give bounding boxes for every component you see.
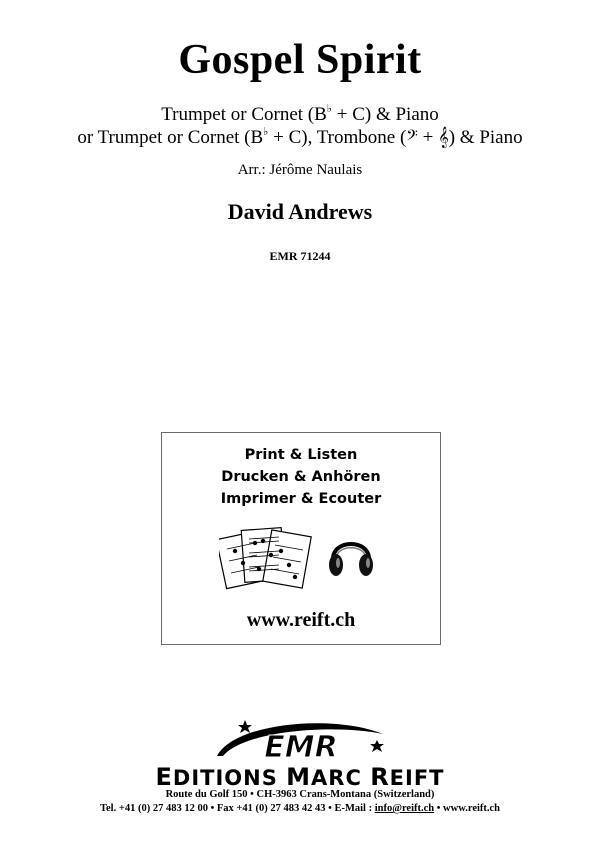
print-listen-url[interactable]: www.reift.ch <box>246 609 356 631</box>
instrumentation-text: Trumpet or Cornet (B <box>161 104 327 125</box>
page-title: Gospel Spirit <box>178 37 422 83</box>
contact-text: • www.reift.ch <box>434 803 501 814</box>
publisher-name <box>0 763 600 791</box>
instrumentation-text: or Trumpet or Cornet (B <box>77 127 264 148</box>
emr-logo <box>205 716 395 764</box>
contact-text: Tel. +41 (0) 27 483 12 00 • Fax +41 (0) 27 483 42 43 • E-Mail : <box>99 803 375 814</box>
print-listen-label-de: Drucken & Anhören <box>221 469 381 485</box>
logo-text: EMR <box>264 730 338 764</box>
publisher-name-part: ARC <box>311 766 371 790</box>
headphones-icon <box>327 529 375 579</box>
sheet-music-icon <box>219 525 315 591</box>
instrumentation-text: ) & Piano <box>448 127 523 148</box>
arranger: Arr.: Jérôme Naulais <box>237 162 363 178</box>
flat-sign: ♭ <box>263 126 269 138</box>
print-listen-box <box>161 432 441 645</box>
instrumentation-text: + C), Trombone ( <box>268 127 407 148</box>
publisher-contact <box>0 803 600 814</box>
instrumentation-text: + C) & Piano <box>331 104 439 125</box>
publisher-name-part: EIFT <box>389 766 445 790</box>
publisher-name-part: DITIONS <box>172 766 287 790</box>
catalog-code: EMR 71244 <box>269 249 331 263</box>
publisher-address: Route du Golf 150 • CH-3963 Crans-Montana (Switzerland) <box>165 789 435 800</box>
publisher-name-part: M <box>286 763 312 791</box>
print-listen-label-en: Print & Listen <box>244 447 358 463</box>
print-listen-label-fr: Imprimer & Ecouter <box>220 491 382 507</box>
instrumentation-text: + <box>417 127 439 148</box>
publisher-name-part: E <box>155 763 173 791</box>
flat-sign: ♭ <box>326 103 332 115</box>
instrumentation-line-1 <box>0 104 600 126</box>
composer: David Andrews <box>227 199 373 224</box>
treble-clef-icon: 𝄞 <box>438 127 449 148</box>
bass-clef-icon: 𝄢 <box>406 127 418 148</box>
email-link[interactable]: info@reift.ch <box>374 803 435 814</box>
instrumentation-line-2 <box>0 127 600 149</box>
publisher-name-part: R <box>370 763 390 791</box>
